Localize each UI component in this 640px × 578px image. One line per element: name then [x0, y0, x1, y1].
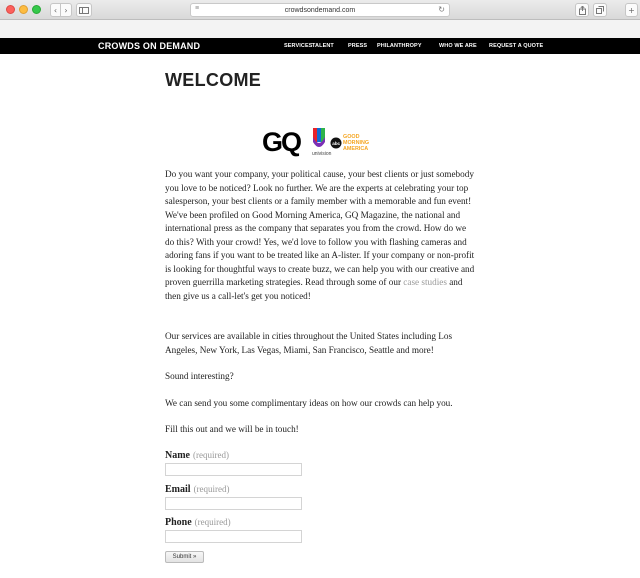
back-button[interactable]	[50, 3, 61, 17]
url-text: crowdsondemand.com	[284, 6, 356, 14]
new-tab-button[interactable]	[625, 3, 638, 17]
sound-interesting-text: Sound interesting?	[165, 371, 234, 381]
nav-request-a-quote[interactable]: REQUEST A QUOTE	[489, 43, 544, 49]
press-logos-image	[262, 125, 386, 157]
tab-strip	[0, 20, 640, 38]
gq-logo: GQ	[262, 127, 301, 157]
share-icon	[579, 6, 586, 15]
page-title: WELCOME	[165, 70, 262, 90]
back-icon: ‹	[53, 5, 58, 15]
phone-label: Phone (required)	[165, 517, 231, 528]
svg-text:AMERICA: AMERICA	[343, 146, 369, 152]
address-bar[interactable]	[190, 3, 450, 17]
reader-icon[interactable]: ≡	[195, 5, 200, 12]
name-input[interactable]	[165, 463, 302, 476]
show-tabs-button[interactable]	[593, 3, 607, 17]
services-paragraph: Our services are available in cities throughout the United States including Los Angeles, New York, Las Vegas, Miami, San Francisco, Seattle and more!	[165, 331, 453, 355]
forward-icon: ›	[64, 5, 68, 15]
site-logo[interactable]: CROWDS ON DEMAND	[98, 41, 201, 51]
close-window-button[interactable]	[6, 5, 15, 14]
sidebar-icon	[79, 7, 89, 14]
site-navbar	[0, 38, 640, 54]
intro-paragraph	[165, 168, 475, 303]
univision-logo: univision	[312, 151, 332, 157]
submit-button[interactable]: Submit »	[165, 551, 204, 563]
required-indicator: (required)	[194, 517, 231, 527]
svg-text:abc: abc	[332, 140, 341, 146]
nav-press[interactable]: PRESS	[348, 43, 368, 49]
sidebar-button[interactable]	[76, 3, 92, 17]
gma-logo: GOOD	[343, 134, 360, 140]
svg-text:MORNING: MORNING	[343, 140, 370, 146]
case-studies-link[interactable]: case studies	[403, 277, 447, 287]
required-indicator: (required)	[193, 484, 230, 494]
reload-icon[interactable]: ↻	[438, 5, 445, 14]
ideas-paragraph: We can send you some complimentary ideas on how our crowds can help you.	[165, 398, 453, 408]
email-label: Email (required)	[165, 484, 230, 495]
nav-talent[interactable]: TALENT	[312, 43, 334, 49]
intro-text-end: and then give us a call-let's get you noticed!	[165, 277, 463, 301]
maximize-window-button[interactable]	[32, 5, 41, 14]
email-input[interactable]	[165, 497, 302, 510]
name-label: Name (required)	[165, 450, 229, 461]
nav-philanthropy[interactable]: PHILANTHROPY	[377, 43, 422, 49]
nav-services[interactable]: SERVICES	[284, 43, 313, 49]
forward-button[interactable]	[61, 3, 72, 17]
minimize-window-button[interactable]	[19, 5, 28, 14]
required-indicator: (required)	[193, 450, 229, 460]
plus-icon: +	[628, 5, 635, 15]
fill-out-text: Fill this out and we will be in touch!	[165, 424, 299, 434]
share-button[interactable]	[575, 3, 589, 17]
phone-input[interactable]	[165, 530, 302, 543]
tabs-icon	[596, 6, 604, 14]
intro-text: Do you want your company, your political cause, your best clients or just somebody you love to be noticed? Look no further. We are the experts at celebrating your top salesperson, your best clients or a family member with a memorable and fun event! We've been profiled on Good Morning America, GQ Magazine, the national and international press as the company that separates you from the crowd. How do we do this? With your crowd! Yes, we'd love to follow you with flashing cameras and adoring fans if you want to be treated like an A-lister. If your company or non-profit is looking for thoughtful ways to create buzz, we can help you with our creative and proven guerrilla marketing strategies. Read through some of our	[165, 169, 475, 287]
browser-toolbar	[0, 0, 640, 20]
nav-who-we-are[interactable]: WHO WE ARE	[439, 43, 477, 49]
